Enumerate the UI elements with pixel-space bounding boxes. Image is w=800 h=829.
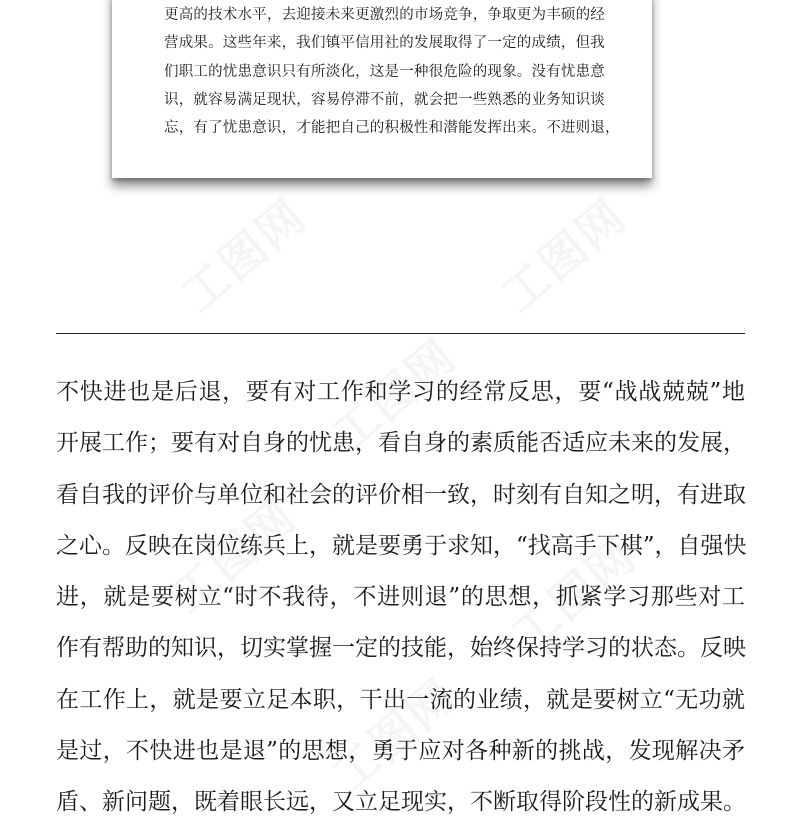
main-line: 进，就是要树立“时不我待，不进则退”的思想，抓紧学习那些对工 (56, 584, 745, 611)
preview-card (112, 0, 652, 178)
watermark-1 (166, 181, 319, 324)
main-line: 开展工作；要有对自身的忧患，看自身的素质能否适应未来的发展， (56, 430, 746, 457)
main-line: 不快进也是后退，要有对工作和学习的经常反思，要“战战兢兢”地 (56, 379, 745, 405)
main-line: 是过，不快进也是退”的思想，勇于应对各种新的挑战，发现解决矛 (56, 738, 745, 765)
watermark-2 (486, 181, 639, 324)
divider-rule (56, 333, 745, 334)
main-text-block (56, 367, 745, 829)
preview-line: 营成果。这些年来，我们镇平信用社的发展取得了一定的成绩，但我 (164, 35, 605, 52)
preview-line: 识，就容易满足现状，容易停滞不前，就会把一些熟悉的业务知识谈 (164, 91, 605, 108)
main-line: 作有帮助的知识，切实掌握一定的技能，始终保持学习的状态。反映 (56, 635, 746, 662)
main-line: 之心。反映在岗位练兵上，就是要勇于求知，“找高手下棋”，自强快 (56, 532, 747, 559)
preview-line: 更高的技术水平，去迎接未来更激烈的市场竞争，争取更为丰硕的经 (164, 7, 605, 23)
preview-text-block (164, 1, 620, 142)
main-line: 在工作上，就是要立足本职，干出一流的业绩，就是要树立“无功就 (56, 686, 745, 713)
main-line: 盾、新问题，既着眼长远，又立足现实，不断取得阶段性的新成果。 (56, 789, 746, 816)
preview-line: 们职工的忧患意识只有所淡化，这是一种很危险的现象。没有忧患意 (164, 63, 605, 80)
preview-line: 忘，有了忧患意识，才能把自己的积极性和潜能发挥出来。不进则退， (164, 120, 620, 137)
main-line: 看自我的评价与单位和社会的评价相一致，时刻有自知之明，有进取 (56, 481, 746, 508)
